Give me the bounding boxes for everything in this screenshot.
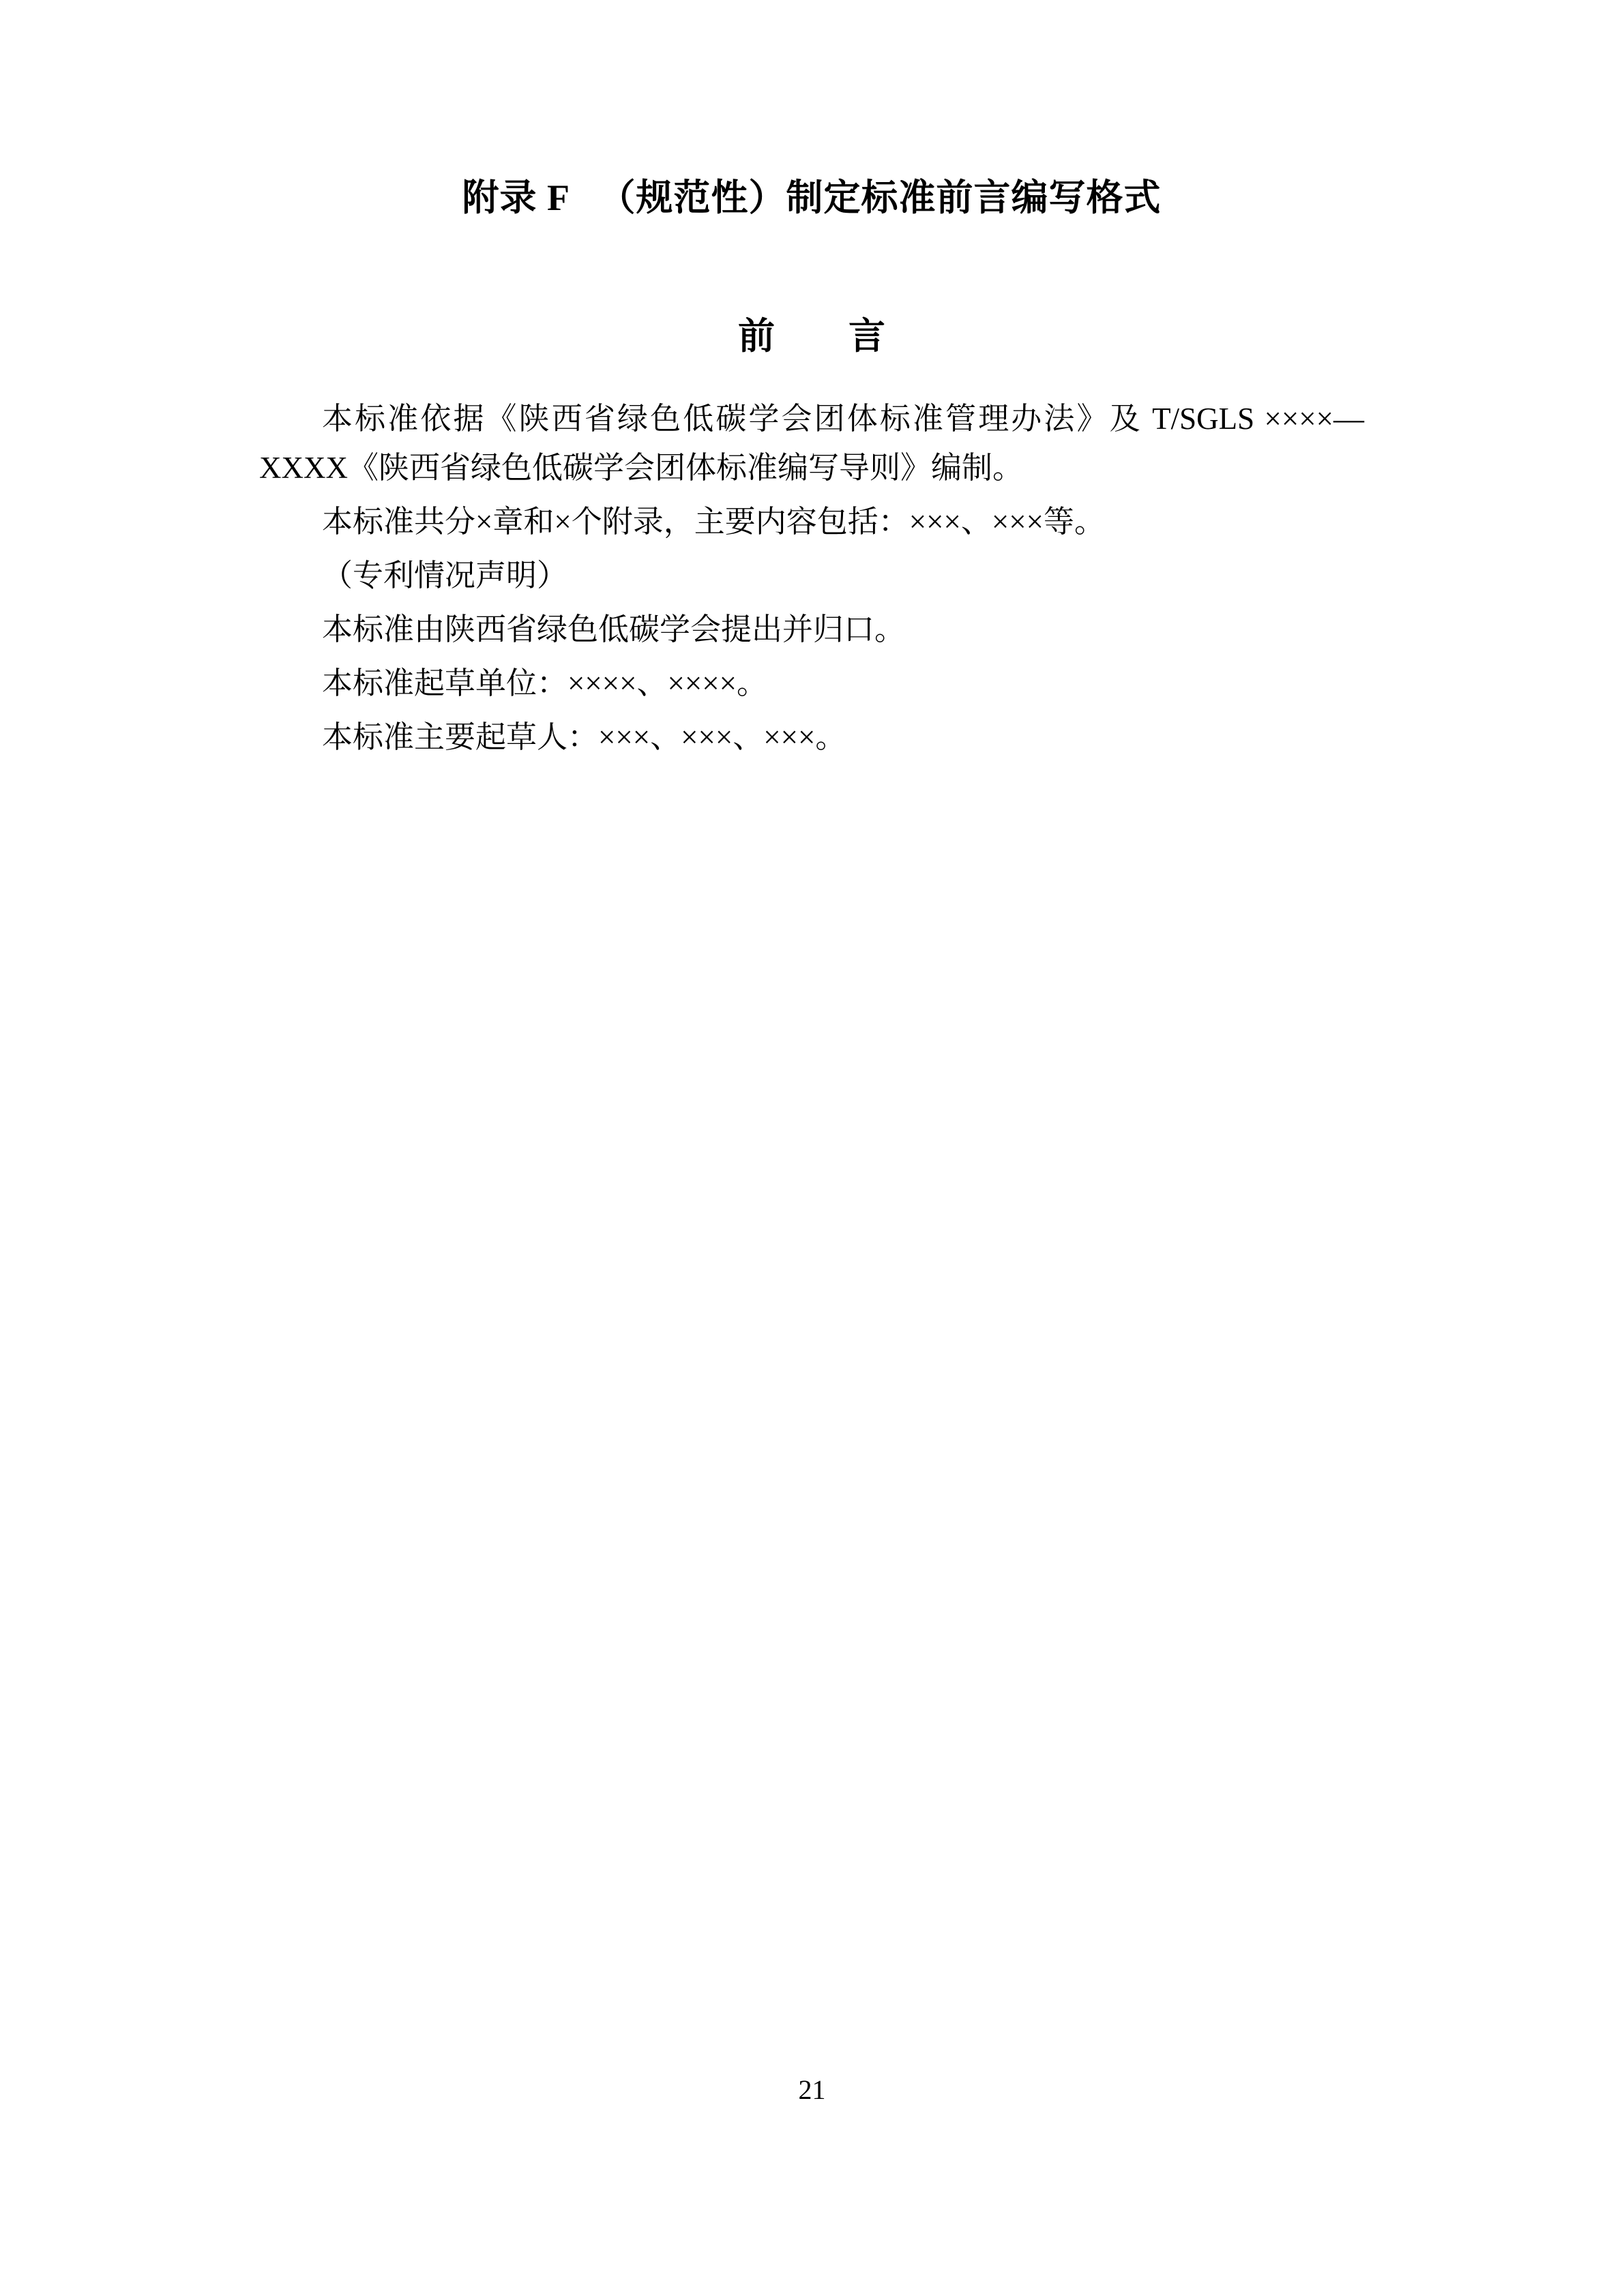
appendix-title: 附录 F （规范性）制定标准前言编写格式 xyxy=(462,177,1162,218)
foreword-heading: 前 言 xyxy=(738,315,885,357)
foreword-body xyxy=(259,394,1364,762)
page-number: 21 xyxy=(798,2074,826,2105)
paragraph: 本标准共分×章和×个附录，主要内容包括：×××、×××等。 xyxy=(322,505,1106,539)
page-content xyxy=(259,0,1364,762)
paragraph: 本标准起草单位：××××、××××。 xyxy=(322,666,768,701)
paragraph: （专利情况声明） xyxy=(322,558,568,593)
paragraph: 本标准主要起草人：×××、×××、×××。 xyxy=(322,719,846,754)
paragraph: 本标准由陕西省绿色低碳学会提出并归口。 xyxy=(322,612,906,647)
paragraph: 本标准依据《陕西省绿色低碳学会团体标准管理办法》及 T/SGLS ××××—XXXX《陕西省绿色低碳学会团体标准编写导则》编制。 xyxy=(259,401,1364,486)
